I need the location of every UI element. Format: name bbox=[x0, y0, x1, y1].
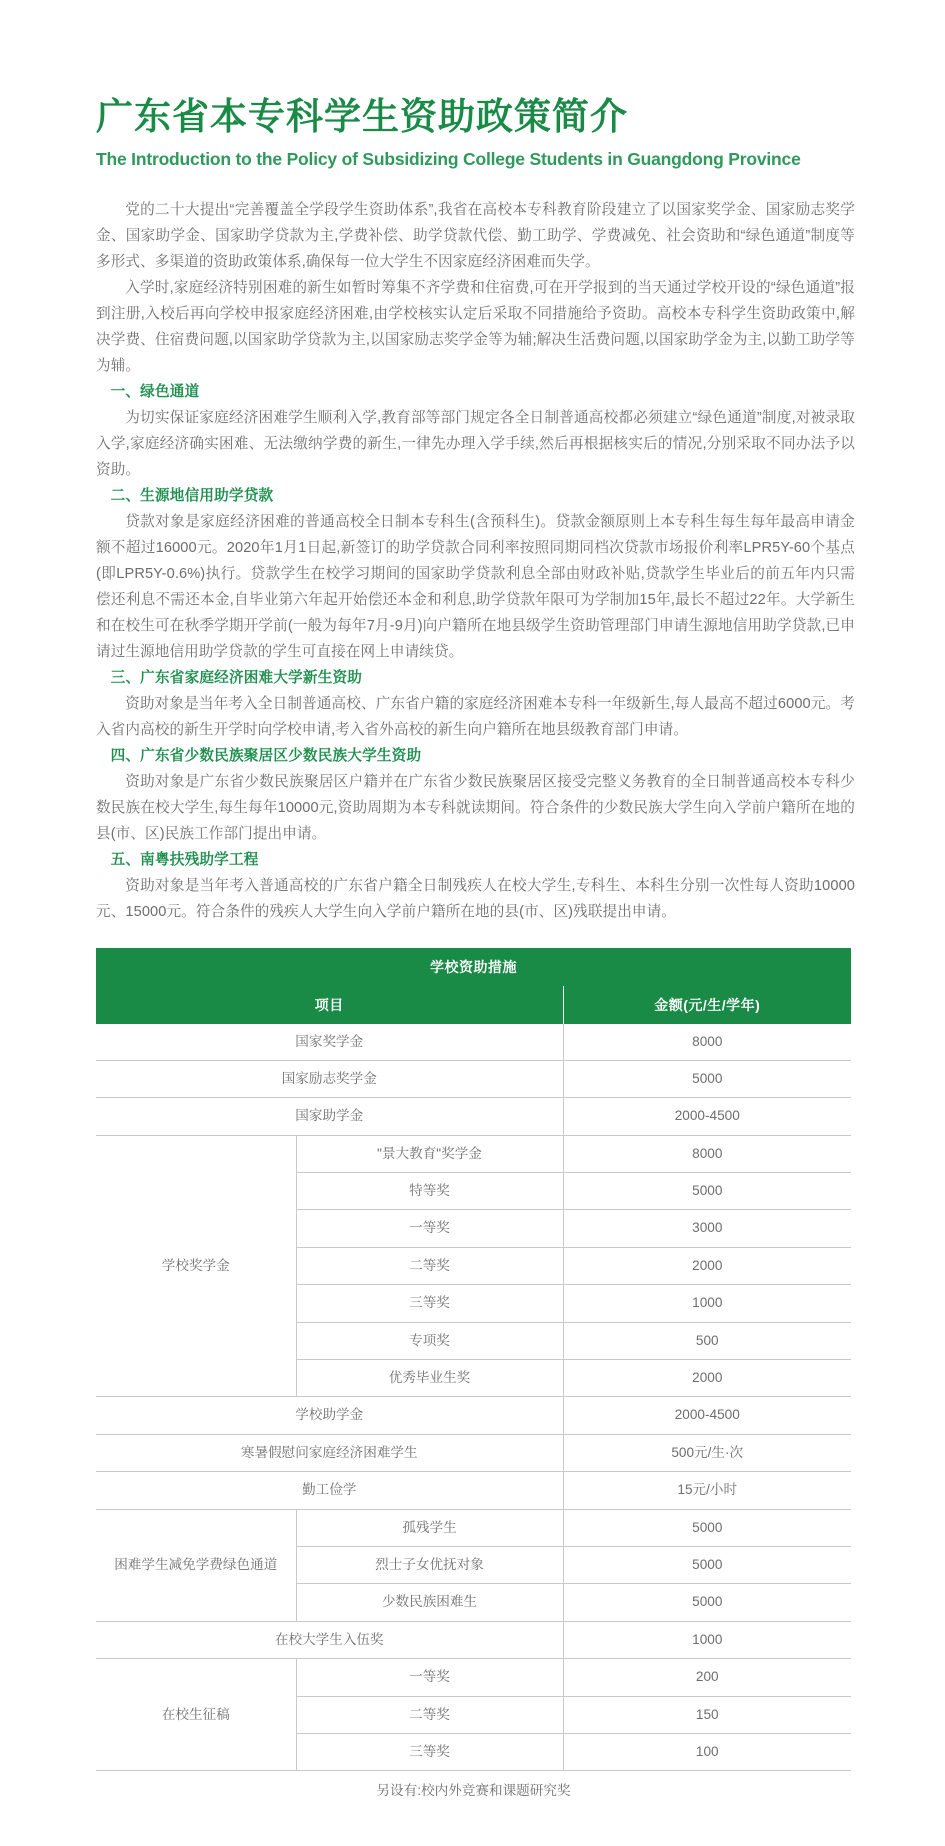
table-cell-item: 学校助学金 bbox=[96, 1397, 563, 1434]
table-body bbox=[96, 1024, 851, 1806]
table-cell-item: 优秀毕业生奖 bbox=[296, 1360, 563, 1397]
table-cell-item: 烈士子女优抚对象 bbox=[296, 1546, 563, 1583]
table-cell-amount: 1000 bbox=[563, 1621, 851, 1658]
table-cell-amount: 200 bbox=[563, 1659, 851, 1696]
body-paragraph: 入学时,家庭经济特别困难的新生如暂时筹集不齐学费和住宿费,可在开学报到的当天通过学校开设的“绿色通道”报到注册,入校后再向学校申报家庭经济困难,由学校核实认定后采取不同措施给予资助。高校本专科学生资助政策中,解决学费、住宿费问题,以国家助学贷款为主,以国家励志奖学金等为辅;解决生活费问题,以国家助学金为主,以勤工助学等为辅。 bbox=[96, 280, 855, 375]
table-cell-amount: 150 bbox=[563, 1696, 851, 1733]
section-heading: 一、绿色通道 bbox=[110, 384, 200, 401]
body-paragraph: 贷款对象是家庭经济困难的普通高校全日制本专科生(含预科生)。贷款金额原则上本专科生每生每年最高申请金额不超过16000元。2020年1月1日起,新签订的助学贷款合同利率按照同期同档次贷款市场报价利率LPR5Y-60个基点(即LPR5Y-0.6%)执行。贷款学生在校学习期间的国家助学贷款利息全部由财政补贴,贷款学生毕业后的前五年内只需偿还利息不需还本金,自毕业第六年起开始偿还本金和利息,助学贷款年限可为学制加15年,最长不超过22年。大学新生和在校生可在秋季学期开学前(一般为每年7月-9月)向户籍所在地县级学生资助管理部门申请生源地信用助学贷款,已申请过生源地信用助学贷款的学生可直接在网上申请续贷。 bbox=[96, 514, 855, 660]
table-row bbox=[96, 1509, 851, 1546]
table-cell-item: 二等奖 bbox=[296, 1247, 563, 1284]
table-cell-item: 专项奖 bbox=[296, 1322, 563, 1359]
table-cell-amount: 3000 bbox=[563, 1210, 851, 1247]
table-cell-item: 在校大学生入伍奖 bbox=[96, 1621, 563, 1658]
table-footnote: 另设有:校内外竞赛和课题研究奖 bbox=[376, 1783, 571, 1799]
section-heading: 四、广东省少数民族聚居区少数民族大学生资助 bbox=[110, 747, 422, 764]
table-cell-amount: 100 bbox=[563, 1733, 851, 1770]
table-cell-item: 国家励志奖学金 bbox=[96, 1060, 563, 1097]
table-cell-amount: 15元/小时 bbox=[563, 1472, 851, 1509]
body-paragraph: 党的二十大提出“完善覆盖全学段学生资助体系”,我省在高校本专科教育阶段建立了以国家奖学金、国家励志奖学金、国家助学金、国家助学贷款为主,学费补偿、助学贷款代偿、勤工助学、学费减免、社会资助和“绿色通道”制度等多形式、多渠道的资助政策体系,确保每一位大学生不因家庭经济困难而失学。 bbox=[96, 202, 855, 271]
table-cell-item: 孤残学生 bbox=[296, 1509, 563, 1546]
table-cell-item: 特等奖 bbox=[296, 1173, 563, 1210]
page-subtitle: The Introduction to the Policy of Subsidizing College Students in Guangdong Province bbox=[96, 149, 801, 170]
table-cell-amount: 5000 bbox=[563, 1060, 851, 1097]
table-cell-amount: 8000 bbox=[563, 1135, 851, 1172]
table-footnote-row bbox=[96, 1771, 851, 1806]
table-cell-item: 国家助学金 bbox=[96, 1098, 563, 1135]
table-cell-item: 三等奖 bbox=[296, 1733, 563, 1770]
table-cell-item: 一等奖 bbox=[296, 1210, 563, 1247]
table-cell-item: 勤工俭学 bbox=[96, 1472, 563, 1509]
table-cell-amount: 5000 bbox=[563, 1546, 851, 1583]
page-title: 广东省本专科学生资助政策简介 bbox=[96, 96, 628, 137]
column-header-amount: 金额(元/生/学年) bbox=[563, 986, 851, 1024]
table-cell-amount: 2000 bbox=[563, 1247, 851, 1284]
section-heading: 五、南粤扶残助学工程 bbox=[110, 851, 259, 868]
column-header-item: 项目 bbox=[96, 986, 563, 1024]
table-cell-amount: 500元/生·次 bbox=[563, 1434, 851, 1471]
body-paragraph: 为切实保证家庭经济困难学生顺利入学,教育部等部门规定各全日制普通高校都必须建立“绿色通道”制度,对被录取入学,家庭经济确实困难、无法缴纳学费的新生,一律先办理入学手续,然后再根据核实后的情况,分别采取不同办法予以资助。 bbox=[96, 410, 855, 479]
table-cell-amount: 500 bbox=[563, 1322, 851, 1359]
table-cell-item: 寒暑假慰问家庭经济困难学生 bbox=[96, 1434, 563, 1471]
body-paragraph: 资助对象是广东省少数民族聚居区户籍并在广东省少数民族聚居区接受完整义务教育的全日制普通高校本专科少数民族在校大学生,每生每年10000元,资助周期为本专科就读期间。符合条件的少数民族大学生向入学前户籍所在地的县(市、区)民族工作部门提出申请。 bbox=[96, 773, 855, 842]
table-cell-amount: 8000 bbox=[563, 1024, 851, 1061]
table-row bbox=[96, 1659, 851, 1696]
section-heading: 三、广东省家庭经济困难大学新生资助 bbox=[110, 669, 363, 686]
body-paragraph: 资助对象是当年考入全日制普通高校、广东省户籍的家庭经济困难本专科一年级新生,每人最高不超过6000元。考入省内高校的新生开学时向学校申请,考入省外高校的新生向户籍所在地县级教育部门申请。 bbox=[96, 695, 855, 738]
table-cell-item: 一等奖 bbox=[296, 1659, 563, 1696]
body-content bbox=[96, 198, 855, 925]
table-row bbox=[96, 1397, 851, 1434]
table-cell-item: 二等奖 bbox=[296, 1696, 563, 1733]
table-column-header-row bbox=[96, 986, 851, 1024]
table-row bbox=[96, 1472, 851, 1509]
section-heading: 二、生源地信用助学贷款 bbox=[110, 488, 274, 505]
table-cell-amount: 2000-4500 bbox=[563, 1397, 851, 1434]
table-header bbox=[96, 948, 851, 1024]
table-row bbox=[96, 1621, 851, 1658]
table-cell-amount: 5000 bbox=[563, 1509, 851, 1546]
table-row bbox=[96, 1060, 851, 1097]
table-row bbox=[96, 1024, 851, 1061]
table-group-label: 在校生征稿 bbox=[96, 1659, 296, 1771]
table-group-label: 学校奖学金 bbox=[96, 1135, 296, 1397]
body-paragraph: 资助对象是当年考入普通高校的广东省户籍全日制残疾人在校大学生,专科生、本科生分别一次性每人资助10000元、15000元。符合条件的残疾人大学生向入学前户籍所在地的县(市、区)残联提出申请。 bbox=[96, 877, 855, 920]
table-cell-amount: 2000 bbox=[563, 1360, 851, 1397]
table-cell-amount: 5000 bbox=[563, 1584, 851, 1621]
table-cell-amount: 2000-4500 bbox=[563, 1098, 851, 1135]
table-cell-item: 国家奖学金 bbox=[96, 1024, 563, 1061]
table-cell-item: "景大教育"奖学金 bbox=[296, 1135, 563, 1172]
table-row bbox=[96, 1098, 851, 1135]
table-row bbox=[96, 1135, 851, 1172]
table-row bbox=[96, 1434, 851, 1471]
table-group-label: 困难学生减免学费绿色通道 bbox=[96, 1509, 296, 1621]
table-title-row bbox=[96, 948, 851, 986]
table-cell-amount: 5000 bbox=[563, 1173, 851, 1210]
table-cell-item: 三等奖 bbox=[296, 1285, 563, 1322]
table-cell-item: 少数民族困难生 bbox=[296, 1584, 563, 1621]
table-cell-amount: 1000 bbox=[563, 1285, 851, 1322]
table-title: 学校资助措施 bbox=[96, 948, 851, 986]
school-aid-measures-table bbox=[96, 948, 851, 1806]
